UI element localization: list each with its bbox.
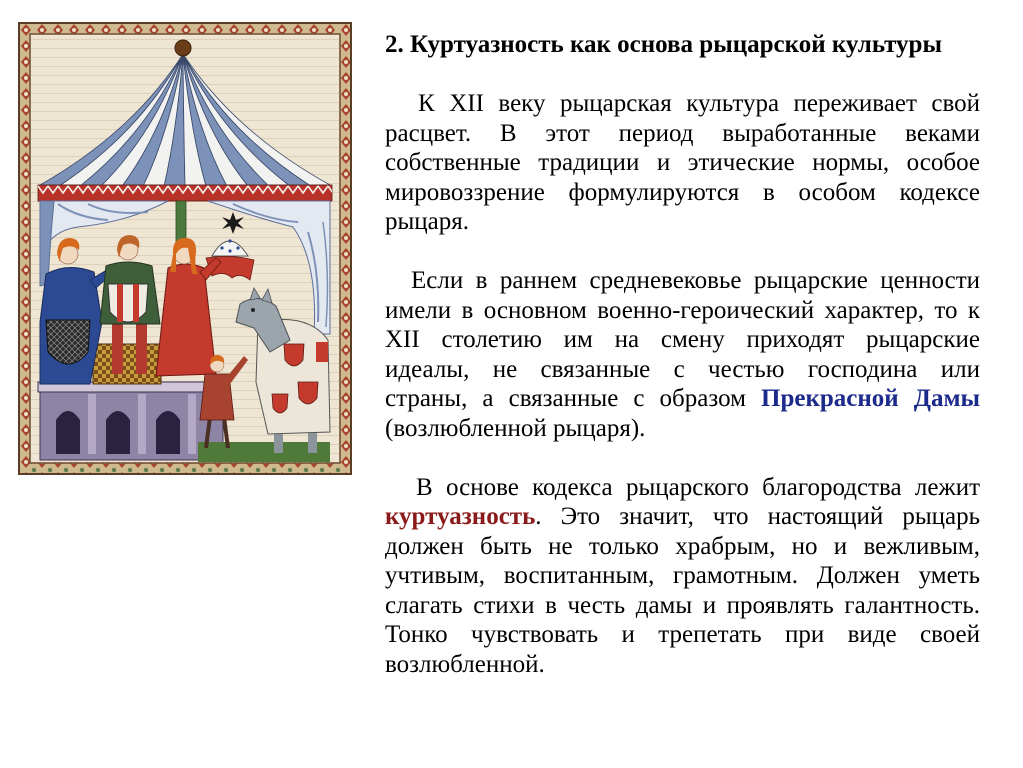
paragraph-2	[385, 266, 980, 443]
paragraph-3	[385, 473, 980, 680]
paragraph-line: Тонко чувствовать и трепетать при виде своей	[385, 621, 980, 648]
caparison-shield	[284, 344, 304, 366]
highlight-beautiful-lady: Прекрасной Дамы	[761, 385, 980, 412]
paragraph-line: В основе кодекса рыцарского благородства лежит	[416, 473, 980, 501]
paragraph-line: мировоззрение формулируются в особом кодексе	[385, 178, 980, 206]
paragraph-line	[385, 502, 980, 532]
paragraph-line: К XII веку рыцарская культура переживает свой	[418, 90, 980, 117]
paragraph-line: расцвет. В этот период выработанные веками	[385, 119, 980, 147]
paragraph-1	[385, 89, 980, 237]
highlight-courtliness: куртуазность	[385, 503, 536, 530]
tent-finial-ball	[175, 40, 191, 56]
paragraph-line: собственные традиции и этические нормы, особое	[385, 149, 980, 176]
paragraph-line: (возлюбленной рыцаря).	[385, 414, 646, 442]
line-text: страны, а связанные с образом	[385, 385, 746, 412]
paragraph-line: рыцаря.	[385, 208, 470, 235]
tent-red-band	[38, 185, 332, 201]
paragraph-line: Если в раннем средневековье рыцарские ценности	[411, 267, 980, 294]
slide-text-block	[385, 30, 980, 679]
paragraph-line	[385, 384, 980, 414]
caparison-shield	[298, 382, 318, 404]
line-text: . Это значит, что настоящий рыцарь	[535, 503, 980, 530]
arch	[156, 411, 180, 454]
castle-arcade	[38, 382, 225, 460]
red-white-shield	[108, 284, 148, 322]
paragraph-line: слагать стихи в честь дамы и проявлять галантность.	[385, 591, 980, 619]
arch	[106, 411, 130, 454]
checkered-bench	[93, 344, 161, 384]
paragraph-line: идеалы, не связанные с честью господина или	[385, 355, 980, 383]
medieval-miniature-illustration	[18, 22, 352, 475]
paragraph-line: должен быть не только храбрым, но и вежливым,	[385, 532, 980, 560]
arch	[56, 411, 80, 454]
paragraph-line: имели в основном военно-героический характер, то к	[385, 296, 980, 324]
paragraph-line: возлюбленной.	[385, 650, 545, 678]
slide-title: 2. Куртуазность как основа рыцарской культуры	[385, 31, 942, 58]
paragraph-line: XII столетию им на смену приходят рыцарские	[385, 326, 980, 353]
paragraph-line: учтивым, воспитанным, грамотным. Должен уметь	[385, 562, 980, 589]
